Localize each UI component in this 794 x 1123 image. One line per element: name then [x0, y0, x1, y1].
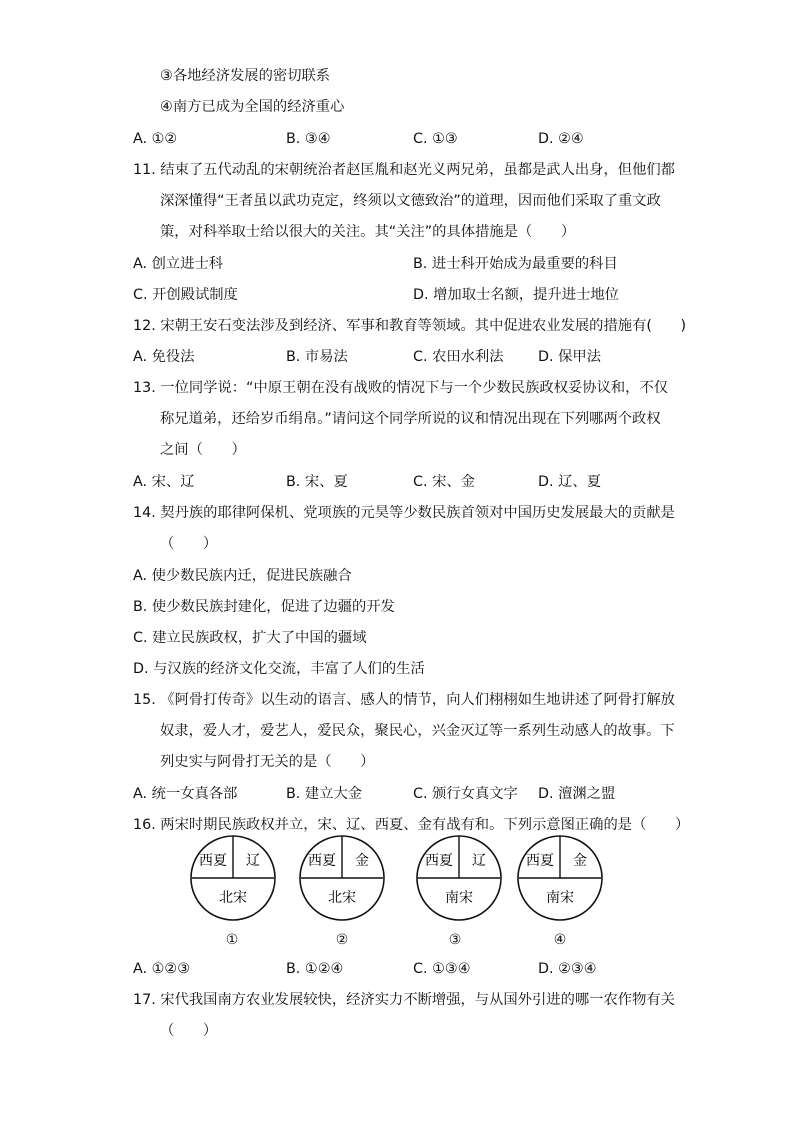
- option-d: D. 增加取士名额，提升进士地位: [413, 287, 619, 303]
- question-13-text: 称兄道弟，还给岁币绢帛。”请问这个同学所说的议和情况出现在下列哪两个政权: [160, 411, 661, 427]
- option-a: A. 使少数民族内迁，促进民族融合: [133, 568, 352, 584]
- question-17-text: 17. 宋代我国南方农业发展较快，经济实力不断增强，与从国外引进的哪一农作物有关: [133, 992, 675, 1008]
- question-15-text: 列史实与阿骨打无关的是（ ）: [160, 754, 375, 770]
- region-bottom: 南宋: [546, 890, 574, 906]
- diagram-1-label: ①: [225, 932, 239, 948]
- statement-3: ③各地经济发展的密切联系: [160, 68, 331, 84]
- option-c: C. 农田水利法: [413, 349, 504, 365]
- option-d: D. 保甲法: [538, 349, 601, 365]
- option-c: C. 颁行女真文字: [413, 786, 518, 802]
- region-bottom: 南宋: [445, 890, 473, 906]
- diagram-1: [189, 834, 277, 922]
- question-11-text: 策，对科举取士给以很大的关注。其“关注”的具体措施是（ ）: [160, 224, 576, 240]
- option-c: C. ①③: [413, 131, 458, 147]
- question-13-text: 之间（ ）: [160, 442, 246, 458]
- diagram-3: [415, 834, 503, 922]
- question-14-text: （ ）: [160, 536, 218, 552]
- option-b: B. 使少数民族封建化，促进了边疆的开发: [133, 599, 395, 615]
- region-top-right: 金: [573, 853, 587, 869]
- question-12-text: 12. 宋朝王安石变法涉及到经济、军事和教育等领域。其中促进农业发展的措施有( ): [133, 318, 687, 334]
- option-c: C. 宋、金: [413, 474, 475, 490]
- question-16-text: 16. 两宋时期民族政权并立，宋、辽、西夏、金有战有和。下列示意图正确的是（ ）: [133, 817, 690, 833]
- question-14-text: 14. 契丹族的耶律阿保机、党项族的元昊等少数民族首领对中国历史发展最大的贡献是: [133, 505, 675, 521]
- region-top-left: 西夏: [526, 853, 554, 869]
- region-bottom: 北宋: [328, 890, 356, 906]
- region-top-right: 辽: [246, 853, 260, 869]
- region-bottom: 北宋: [219, 890, 247, 906]
- region-top-right: 金: [355, 853, 369, 869]
- option-b: B. ③④: [286, 131, 331, 147]
- diagram-3-label: ③: [448, 932, 462, 948]
- question-11-text: 深深懂得“王者虽以武功克定，终须以文德致治”的道理，因而他们采取了重文政: [160, 193, 661, 209]
- diagram-2: [298, 834, 386, 922]
- option-a: A. 统一女真各部: [133, 786, 238, 802]
- diagram-4: [516, 834, 604, 922]
- option-c: C. 建立民族政权，扩大了中国的疆域: [133, 630, 367, 646]
- region-top-right: 辽: [472, 853, 486, 869]
- question-11-text: 11. 结束了五代动乱的宋朝统治者赵匡胤和赵光义两兄弟，虽都是武人出身，但他们都: [133, 162, 675, 178]
- option-d: D. ②③④: [538, 961, 597, 977]
- region-top-left: 西夏: [308, 853, 336, 869]
- question-13-text: 13. 一位同学说：“中原王朝在没有战败的情况下与一个少数民族政权妥协议和，不仅: [133, 380, 669, 396]
- option-a: A. 宋、辽: [133, 474, 195, 490]
- question-15-text: 15. 《阿骨打传奇》以生动的语言、感人的情节，向人们栩栩如生地讲述了阿骨打解放: [133, 692, 675, 708]
- option-b: B. ①②④: [286, 961, 344, 977]
- option-a: A. ①②③: [133, 961, 191, 977]
- statement-4: ④南方已成为全国的经济重心: [160, 99, 345, 115]
- option-d: D. 与汉族的经济文化交流，丰富了人们的生活: [133, 661, 425, 677]
- region-top-left: 西夏: [425, 853, 453, 869]
- option-b: B. 市易法: [286, 349, 348, 365]
- diagram-4-label: ④: [553, 932, 567, 948]
- diagram-2-label: ②: [335, 932, 349, 948]
- option-d: D. 澶渊之盟: [538, 786, 616, 802]
- option-c: C. 开创殿试制度: [133, 287, 238, 303]
- option-d: D. 辽、夏: [538, 474, 601, 490]
- option-a: A. 创立进士科: [133, 256, 224, 272]
- option-b: B. 建立大金: [286, 786, 363, 802]
- option-b: B. 宋、夏: [286, 474, 348, 490]
- question-17-text: （ ）: [160, 1023, 218, 1039]
- option-d: D. ②④: [538, 131, 584, 147]
- option-b: B. 进士科开始成为最重要的科目: [413, 256, 618, 272]
- option-a: A. 免役法: [133, 349, 195, 365]
- option-c: C. ①③④: [413, 961, 471, 977]
- region-top-left: 西夏: [199, 853, 227, 869]
- option-a: A. ①②: [133, 131, 178, 147]
- question-15-text: 奴隶，爱人才，爱艺人，爱民众，聚民心，兴金灭辽等一系列生动感人的故事。下: [160, 723, 675, 739]
